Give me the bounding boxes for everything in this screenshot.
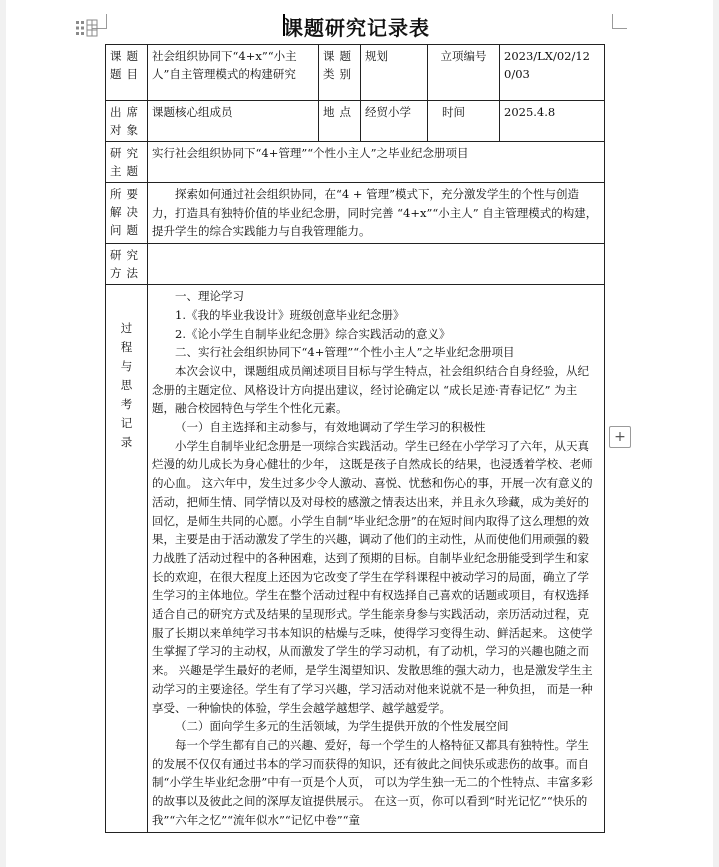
problem-label: 所要解决问题: [106, 183, 148, 244]
page-margin-right: [713, 0, 719, 867]
time-label: 时间: [428, 101, 500, 142]
page-margin-left: [0, 0, 6, 867]
label-char: 过: [120, 321, 133, 336]
label-char: 记: [120, 416, 133, 431]
problem-text: 探索如何通过社会组织协同，在“4 + 管理”模式下，充分激发学生的个性与创造力，打造具有独特价值的毕业纪念册，同时完善 “4+x”“小主人” 自主管理模式的构建，提升学生的综合实践能力与自我管理能力。: [152, 187, 598, 239]
time-value[interactable]: 2025.4.8: [500, 101, 605, 142]
attendees-value[interactable]: 课题核心组成员: [148, 101, 319, 142]
margin-corner-marker: [612, 14, 627, 29]
process-record-label: [106, 285, 148, 832]
label-char: 与: [120, 359, 133, 374]
attendees-label: 出席对象: [106, 101, 148, 142]
process-record-content[interactable]: [148, 285, 605, 832]
list-item: 1.《我的毕业我设计》班级创意毕业纪念册》: [175, 307, 405, 322]
body-paragraph: 本次会议中，课题组成员阐述项目目标与学生特点，社会组织结合自身经验，从纪念册的主题定位、风格设计方向提出建议，经讨论确定以 “成长足迹·青春记忆” 为主题，融合校园特色与学生个性化元素。: [152, 363, 589, 416]
section-heading: 二、实行社会组织协同下“4+管理”“个性小主人”之毕业纪念册项目: [175, 345, 515, 360]
record-table: [105, 44, 605, 833]
table-row: [106, 101, 605, 142]
subsection-heading: （一）自主选择和主动参与，有效地调动了学生学习的积极性: [175, 420, 486, 435]
topic-label: 课题题目: [106, 45, 148, 101]
label-char: 思: [120, 378, 133, 393]
section-heading: 一、理论学习: [175, 289, 244, 304]
category-label: 课题类别: [319, 45, 361, 101]
table-row: [106, 45, 605, 101]
body-paragraph: 小学生自制毕业纪念册是一项综合实践活动。学生已经在小学学习了六年，从天真烂漫的幼儿成长为身心健壮的少年， 这既是孩子自然成长的结果，也浸透着学校、老师的心血。 这六年中，发生过多少令人激动、喜悦、忧愁和伤心的事，开展一次有意义的活动，把师生情、同学情以及对母校的感激之情表达出来，并且永久珍藏，成为美好的回忆，是师生共同的心愿。小学生自制“毕业纪念册”的在短时间内取得了这么理想的效果，主要是由于活动激发了学生的兴趣，调动了他们的主动性，从而使他们用顽强的毅力战胜了活动过程中的各种困难，达到了预期的目标。自制毕业纪念册能受到学生和家长的欢迎，在很大程度上还因为它改变了学生在学科课程中被动学习的局面，确立了学生学习的主体地位。学生在整个活动过程中有权选择自己喜欢的话题或项目，有权选择适合自己的研究方式及结果的呈现形式。学生能亲身参与实践活动，亲历活动过程，克服了长期以来单纯学习书本知识的枯燥与乏味，使得学习变得生动、鲜活起来。 这使学生掌握了学习的主动权，从而激发了学生的学习动机，有了动机，学习的兴趣也随之而来。 兴趣是学生最好的老师，是学生渴望知识、发散思维的强大动力，也是激发学生主动学习的主要途径。学生有了学习兴趣，学习活动对他来说就不是一种负担， 而是一种享受、一种愉快的体验，学生会越学越想学、越学越爱学。: [152, 438, 593, 715]
topic-value[interactable]: 社会组织协同下“4+x”“小主人”自主管理模式的构建研究: [148, 45, 319, 101]
project-id-value[interactable]: 2023/LX/02/120/03: [500, 45, 605, 101]
table-row: [106, 183, 605, 244]
document-title: 课题研究记录表: [283, 16, 430, 40]
add-row-button[interactable]: +: [609, 426, 631, 448]
place-label: 地点: [319, 101, 361, 142]
label-char: 程: [120, 340, 133, 355]
label-char: 考: [120, 397, 133, 412]
method-value[interactable]: [148, 244, 605, 285]
problem-value[interactable]: [148, 183, 605, 244]
body-paragraph: 每一个学生都有自己的兴趣、爱好，每一个学生的人格特征又都具有独特性。学生的发展不仅仅有通过书本的学习而获得的知识，还有彼此之间快乐或悲伤的故事。而自制“小学生毕业纪念册”中有一页是个人页， 可以为学生独一无二的个性特点、丰富多彩的故事以及彼此之间的深厚友谊提供展示。 在这一页，你可以看到“时光记忆”“快乐的我”“六年之忆”“流年似水”“记忆中卷”“童: [152, 737, 593, 827]
category-value[interactable]: 规划: [361, 45, 428, 101]
table-row: [106, 285, 605, 832]
label-char: 录: [120, 435, 133, 450]
table-move-handle-icon[interactable]: [74, 18, 98, 38]
table-row: [106, 142, 605, 183]
table-row: [106, 244, 605, 285]
research-theme-label: 研究主题: [106, 142, 148, 183]
research-theme-value[interactable]: 实行社会组织协同下“4+管理”“个性小主人”之毕业纪念册项目: [148, 142, 605, 183]
place-value[interactable]: 经贸小学: [361, 101, 428, 142]
list-item: 2.《论小学生自制毕业纪念册》综合实践活动的意义》: [175, 326, 451, 341]
method-label: 研究方法: [106, 244, 148, 285]
subsection-heading: （二）面向学生多元的生活领域，为学生提供开放的个性发展空间: [175, 719, 509, 734]
project-id-label: 立项编号: [428, 45, 500, 101]
